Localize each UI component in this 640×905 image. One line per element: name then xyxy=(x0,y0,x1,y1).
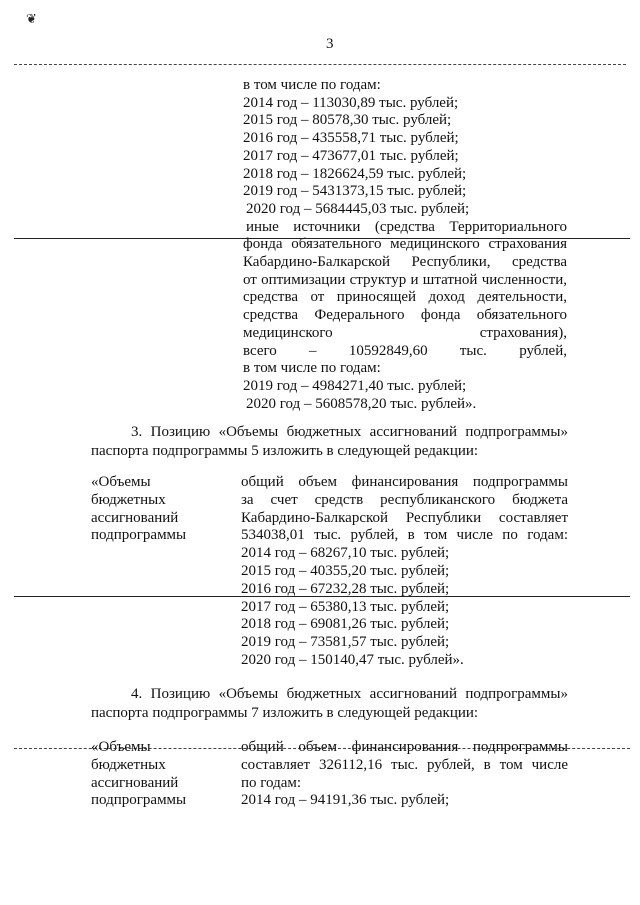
table-value-line: 2016 год – 67232,28 тыс. рублей; xyxy=(241,580,450,597)
table-label-line: «Объемы xyxy=(91,739,151,755)
funding-line: 2019 год – 5431373,15 тыс. рублей; xyxy=(243,183,467,200)
table-value-line: общий объем финансирования подпрограммы xyxy=(241,474,568,490)
table-label-line: подпрограммы xyxy=(91,527,187,544)
table-label-line: ассигнований xyxy=(91,509,179,526)
table-label-line: ассигнований xyxy=(91,774,179,791)
funding-line: в том числе по годам: xyxy=(243,77,381,93)
item-line: 4. Позицию «Объемы бюджетных ассигнований подпрограммы» xyxy=(131,686,568,702)
table-value-line: за счет средств республиканского бюджета xyxy=(241,491,568,508)
funding-line: 2015 год – 80578,30 тыс. рублей; xyxy=(243,112,452,129)
funding-line: 2017 год – 473677,01 тыс. рублей; xyxy=(243,147,459,164)
table-rule-1 xyxy=(14,238,630,239)
table-value-line: общий объем финансирования подпрограммы xyxy=(241,739,568,755)
table-label-line: бюджетных xyxy=(91,756,166,773)
scan-rule-top xyxy=(14,64,626,65)
table-label-line: подпрограммы xyxy=(91,792,187,809)
table-value-line: 2014 год – 68267,10 тыс. рублей; xyxy=(241,545,450,562)
table-rule-2 xyxy=(14,596,630,597)
funding-line: 2014 год – 113030,89 тыс. рублей; xyxy=(243,94,459,111)
funding-line: 2020 год – 5608578,20 тыс. рублей». xyxy=(246,395,477,412)
item-line: паспорта подпрограммы 5 изложить в следующей редакции: xyxy=(91,442,479,459)
table-value-line: 2019 год – 73581,57 тыс. рублей; xyxy=(241,634,450,651)
funding-line: средства Федерального фонда обязательного xyxy=(243,307,567,324)
funding-line: медицинского страхования), xyxy=(243,324,567,341)
item-line: паспорта подпрограммы 7 изложить в следующей редакции: xyxy=(91,704,479,721)
funding-line: иные источники (средства Территориального xyxy=(246,218,567,235)
page-number: 3 xyxy=(326,36,334,52)
funding-line: 2016 год – 435558,71 тыс. рублей; xyxy=(243,130,459,147)
table-label-line: бюджетных xyxy=(91,491,166,508)
table-value-line: 534038,01 тыс. рублей, в том числе по годам: xyxy=(241,527,568,544)
funding-line: 2019 год – 4984271,40 тыс. рублей; xyxy=(243,377,467,394)
funding-line: всего – 10592849,60 тыс. рублей, xyxy=(243,342,567,359)
table-value-line: 2018 год – 69081,26 тыс. рублей; xyxy=(241,616,450,633)
table-value-line: Кабардино-Балкарской Республики составляет xyxy=(241,509,568,526)
funding-line: Кабардино-Балкарской Республики, средства xyxy=(243,254,567,270)
table-value-line: 2014 год – 94191,36 тыс. рублей; xyxy=(241,792,450,809)
funding-line: 2018 год – 1826624,59 тыс. рублей; xyxy=(243,165,467,182)
funding-line: 2020 год – 5684445,03 тыс. рублей; xyxy=(246,200,470,217)
scan-mark: ❦ xyxy=(26,11,37,26)
table-value-line: по годам: xyxy=(241,774,302,791)
item-line: 3. Позицию «Объемы бюджетных ассигнований подпрограммы» xyxy=(131,424,568,440)
table-value-line: составляет 326112,16 тыс. рублей, в том числе xyxy=(241,756,568,773)
funding-line: средства от приносящей доход деятельности, xyxy=(243,289,567,306)
funding-line: в том числе по годам: xyxy=(243,360,381,377)
table-value-line: 2020 год – 150140,47 тыс. рублей». xyxy=(241,652,464,668)
table-label-line: «Объемы xyxy=(91,474,151,490)
table-value-line: 2017 год – 65380,13 тыс. рублей; xyxy=(241,598,450,615)
funding-line: фонда обязательного медицинского страхования xyxy=(243,236,567,253)
table-value-line: 2015 год – 40355,20 тыс. рублей; xyxy=(241,563,450,579)
funding-line: от оптимизации структур и штатной численности, xyxy=(243,271,567,288)
